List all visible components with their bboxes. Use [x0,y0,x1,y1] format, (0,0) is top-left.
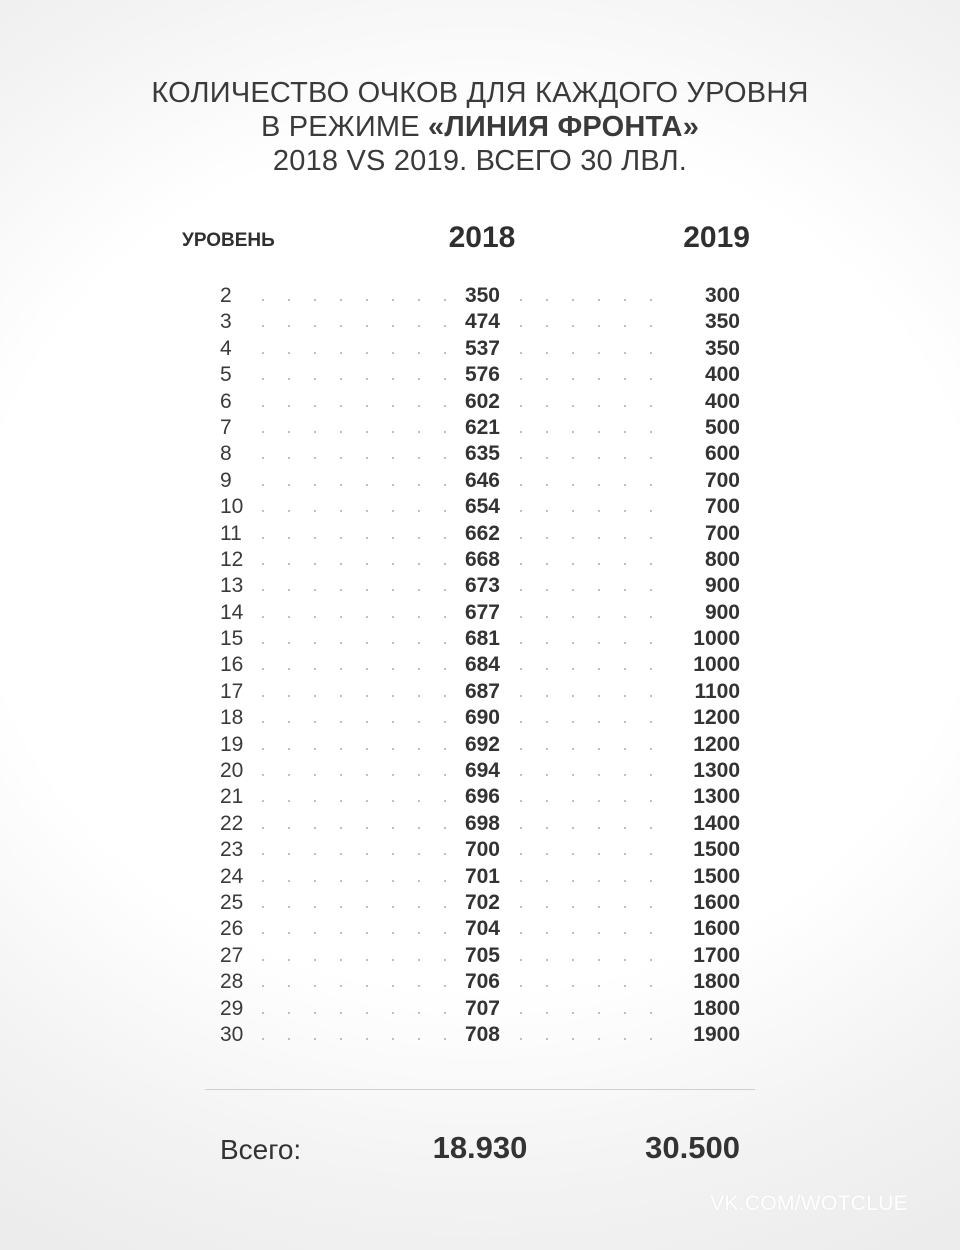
row-level: 8 [220,442,232,466]
table-row [0,864,960,890]
divider [205,1089,755,1090]
row-level: 11 [220,521,242,545]
column-header-level: УРОВЕНЬ [182,230,275,251]
dot-leader [250,563,448,565]
row-value-2019: 1200 [693,732,740,756]
column-header-2019: 2019 [683,221,750,254]
row-value-2019: 1000 [693,627,740,651]
row-value-2019: 1600 [693,890,740,914]
title-line-3: 2018 VS 2019. ВСЕГО 30 ЛВЛ. [272,145,688,177]
dot-leader [250,748,448,750]
row-level: 26 [220,917,244,941]
row-value-2019: 1800 [693,996,740,1020]
row-value-2019: 300 [704,284,740,307]
infographic-title [0,76,960,178]
table-row [0,600,960,626]
row-value-2018: 673 [464,574,500,598]
dot-leader [250,985,448,987]
table-row [0,811,960,837]
row-level: 5 [220,363,232,387]
row-value-2018: 654 [464,495,500,519]
row-level: 22 [220,811,244,835]
row-level: 18 [220,706,244,730]
row-level: 24 [220,864,244,888]
row-level: 9 [220,468,232,492]
row-value-2019: 800 [704,547,740,571]
row-level: 23 [220,838,244,862]
row-value-2019: 1200 [693,706,740,730]
table-row [0,837,960,863]
row-value-2019: 600 [704,442,740,466]
row-level: 30 [220,1022,244,1046]
row-value-2019: 1100 [694,679,740,703]
dot-leader [250,431,448,433]
row-value-2019: 350 [704,310,740,334]
watermark: VK.COM/WOTCLUE [710,1192,908,1215]
table-row [0,336,960,362]
row-value-2019: 900 [704,600,740,624]
dot-leader [250,325,448,327]
row-value-2019: 700 [704,495,740,519]
table-row [0,969,960,995]
row-value-2019: 400 [704,363,740,387]
dot-leader [250,721,448,723]
row-value-2018: 707 [464,996,500,1020]
row-value-2019: 350 [704,336,740,360]
dot-leader [250,827,448,829]
table-row [0,996,960,1022]
row-value-2018: 694 [464,759,500,783]
row-value-2018: 704 [464,917,500,941]
row-value-2018: 350 [464,284,500,307]
table-row [0,758,960,784]
row-level: 17 [220,679,244,703]
row-level: 29 [220,996,244,1020]
row-value-2018: 696 [464,785,500,809]
dot-leader [250,1012,448,1014]
level-points-table [0,283,960,1048]
row-value-2018: 706 [464,970,500,994]
dot-leader [250,352,448,354]
table-row [0,415,960,441]
row-level: 19 [220,732,244,756]
row-value-2019: 1500 [693,864,740,888]
row-value-2018: 705 [464,943,500,967]
row-value-2018: 677 [464,600,500,624]
row-level: 7 [220,415,232,439]
row-value-2018: 474 [464,310,500,334]
dot-leader [250,537,448,539]
row-value-2018: 700 [464,838,500,862]
table-row [0,943,960,969]
dot-leader [250,695,448,697]
dot-leader [250,616,448,618]
table-row [0,441,960,467]
row-level: 15 [220,627,244,651]
total-label: Всего: [220,1134,302,1165]
table-row [0,679,960,705]
dot-leader [250,880,448,882]
row-value-2019: 1900 [693,1022,740,1046]
row-level: 14 [220,600,244,624]
dot-leader [250,932,448,934]
row-value-2019: 400 [704,389,740,413]
dot-leader [250,959,448,961]
row-value-2019: 1800 [693,970,740,994]
row-level: 6 [220,389,232,413]
title-line-2 [0,110,960,144]
title-line-1: КОЛИЧЕСТВО ОЧКОВ ДЛЯ КАЖДОГО УРОВНЯ [151,77,809,109]
total-2019: 30.500 [645,1130,740,1165]
table-row [0,309,960,335]
row-value-2018: 537 [464,336,500,360]
row-level: 3 [220,310,232,334]
table-row [0,521,960,547]
table-row [0,916,960,942]
dot-leader [250,668,448,670]
dot-leader [250,1038,448,1040]
table-row [0,705,960,731]
row-level: 16 [220,653,244,677]
dot-leader [250,457,448,459]
row-level: 21 [220,785,244,809]
dot-leader [250,405,448,407]
title-line-2-prefix: В РЕЖИМЕ [260,111,429,143]
row-value-2019: 1500 [693,838,740,862]
row-value-2018: 690 [464,706,500,730]
row-value-2018: 635 [464,442,500,466]
table-row [0,362,960,388]
row-value-2019: 1300 [693,785,740,809]
row-value-2018: 687 [464,679,500,703]
row-value-2018: 646 [464,468,500,492]
column-header-2018: 2018 [448,221,516,254]
row-value-2018: 684 [464,653,500,677]
dot-leader [250,906,448,908]
row-value-2019: 1400 [693,811,740,835]
row-value-2018: 662 [464,521,500,545]
row-value-2018: 621 [464,415,500,439]
dot-leader [250,800,448,802]
table-row [0,626,960,652]
row-value-2018: 681 [464,627,500,651]
table-row [0,573,960,599]
total-2018: 18.930 [432,1130,528,1165]
row-value-2019: 1000 [693,653,740,677]
table-row [0,389,960,415]
row-level: 20 [220,759,244,783]
row-level: 10 [220,495,244,519]
row-value-2018: 708 [464,1022,500,1046]
row-level: 25 [220,890,244,914]
dot-leader [250,299,448,301]
row-value-2018: 692 [464,732,500,756]
title-mode-name: «ЛИНИЯ ФРОНТА» [428,111,700,143]
row-level: 4 [220,336,232,360]
table-row [0,494,960,520]
table-row [0,1022,960,1048]
table-row [0,283,960,309]
row-value-2019: 1300 [693,759,740,783]
row-value-2018: 602 [464,389,500,413]
row-value-2018: 701 [464,864,500,888]
row-value-2019: 700 [704,521,740,545]
table-row [0,732,960,758]
dot-leader [250,589,448,591]
row-value-2018: 698 [464,811,500,835]
row-value-2018: 576 [464,363,500,387]
table-row [0,890,960,916]
table-row [0,547,960,573]
row-level: 27 [220,943,244,967]
table-row [0,468,960,494]
row-level: 2 [220,284,232,307]
row-value-2018: 668 [464,547,500,571]
dot-leader [250,510,448,512]
table-row [0,652,960,678]
table-row [0,784,960,810]
row-value-2019: 1700 [693,943,740,967]
dot-leader [250,642,448,644]
row-level: 13 [220,574,244,598]
row-value-2019: 900 [704,574,740,598]
row-level: 12 [220,547,244,571]
row-level: 28 [220,970,244,994]
dot-leader [250,853,448,855]
row-value-2019: 500 [704,415,740,439]
row-value-2019: 1600 [693,917,740,941]
row-value-2018: 702 [464,890,500,914]
dot-leader [250,484,448,486]
dot-leader [250,378,448,380]
row-value-2019: 700 [704,468,740,492]
dot-leader [250,774,448,776]
